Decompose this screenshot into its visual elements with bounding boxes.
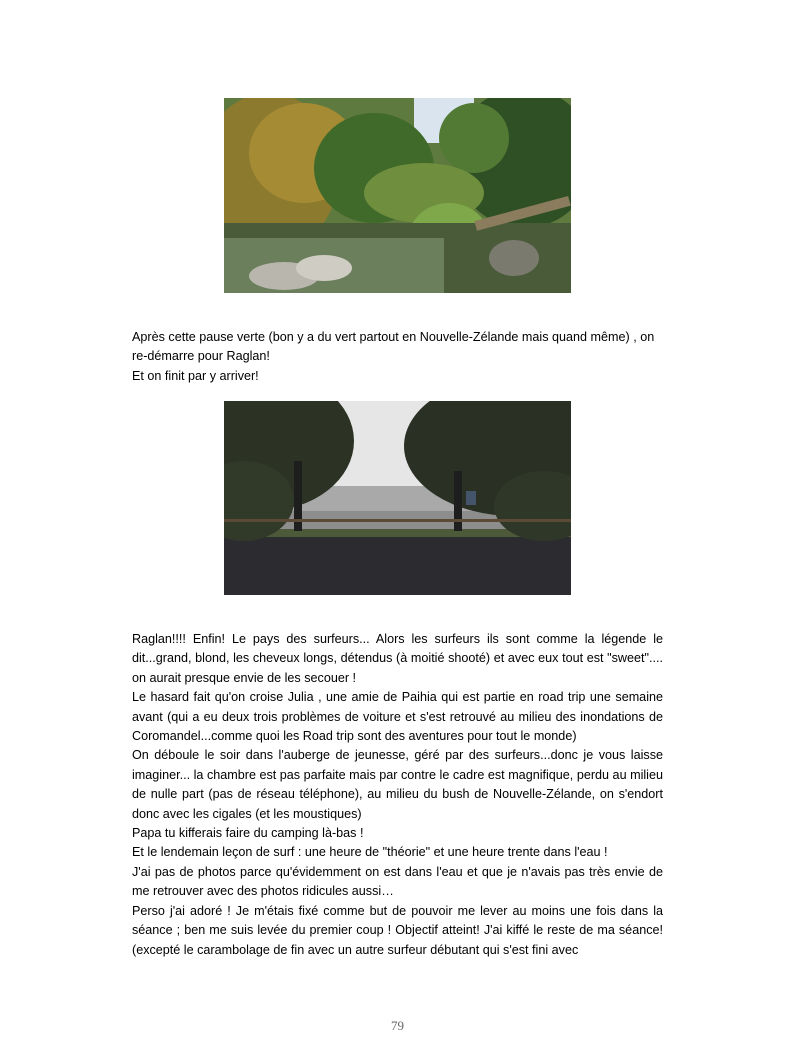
paragraph: Et on finit par y arriver! [132,368,259,383]
paragraph: Le hasard fait qu'on croise Julia , une amie de Paihia qui est partie en road trip une semaine avant (qui a eu deux trois problèmes de voiture et s'est retrouvé au milieu des inondations de Coromandel...comme quoi les Road trip sont des aventures pour tout le monde) [132,690,663,744]
paragraph: Et le lendemain leçon de surf : une heure de "théorie" et une heure trente dans l'eau ! [132,845,608,860]
paragraph: Perso j'ai adoré ! Je m'étais fixé comme but de pouvoir me lever au moins une fois dans la séance ; ben me suis levée du premier coup ! Objectif atteint! J'ai kiffé le reste de ma séance! (excepté le carambolage de fin avec un autre surfeur débutant qui s'est fini avec [132,903,663,957]
paragraph: Après cette pause verte (bon y a du vert partout en Nouvelle-Zélande mais quand même) , on re-démarre pour Raglan! [132,330,655,364]
intro-text [132,328,663,386]
raglan-text [132,630,663,960]
garden-pond-photo [224,98,571,293]
paragraph: Papa tu kifferais faire du camping là-bas ! [132,826,364,841]
paragraph: On déboule le soir dans l'auberge de jeunesse, géré par des surfeurs...donc je vous laisse imaginer... la chambre est pas parfaite mais par contre le cadre est magnifique, perdu au milieu de nulle part (pas de réseau téléphone), au milieu du bush de Nouvelle-Zélande, on s'endort donc avec les cigales (et les moustiques) [132,748,663,821]
paragraph: Raglan!!!! Enfin! Le pays des surfeurs... Alors les surfeurs ils sont comme la légende le dit...grand, blond, les cheveux longs, détendus (à moitié shooté) et avec eux tout est "sweet".... on aurait presque envie de les secouer ! [132,632,663,685]
paragraph: J'ai pas de photos parce qu'évidemment on est dans l'eau et que je n'avais pas très envie de me retrouver avec des photos ridicules aussi… [132,864,663,899]
page-number: 79 [391,1018,404,1033]
raglan-beach-photo [224,401,571,595]
